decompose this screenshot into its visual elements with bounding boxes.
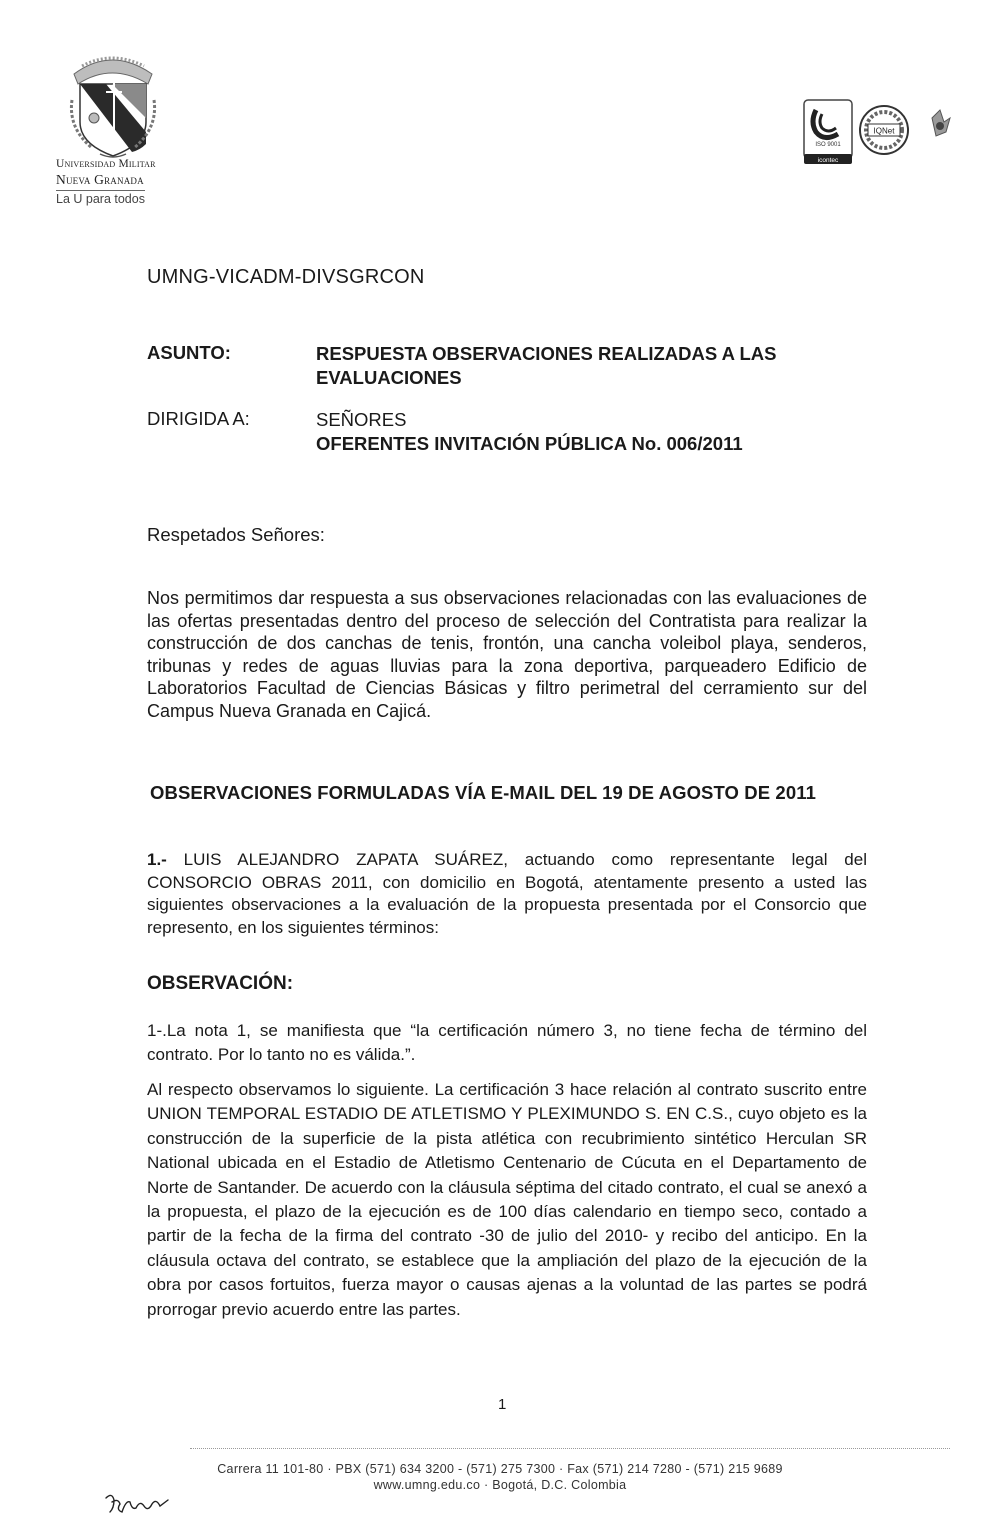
university-shield-logo (52, 44, 172, 164)
certification-logos (800, 96, 960, 178)
handwritten-initials-signature (102, 1488, 172, 1518)
iqnet-label: IQNet (873, 126, 895, 136)
icontec-label: icontec (817, 157, 839, 164)
response-paragraph: Al respecto observamos lo siguiente. La certificación 3 hace relación al contrato suscrito entre UNION TEMPORAL ESTADIO DE ATLETISMO Y PLEXIMUNDO S. EN C.S., cuyo objeto es la construcción de la superficie de la pista atlética con recubrimiento sintético Herculan SR National ubicada en el Estadio de Atletismo Centenario de Cúcuta en el Departamento de Norte de Santander. De acuerdo con la cláusula séptima del citado contrato, el cual se anexó a la propuesta, el plazo de la ejecución es de 100 días calendario en tiempo seco, contado a partir de la fecha de la firma del contrato -30 de julio del 2010- y recibo del anticipo. En la cláusula octava del contrato, se establece que la ampliación del plazo de la ejecución de la obra por casos fortuitos, fuerza mayor o causas ajenas a la voluntad de las partes se podrá prorrogar previo acuerdo entre las partes. (147, 1080, 867, 1319)
footer-divider (190, 1448, 950, 1449)
page-number: 1 (498, 1396, 507, 1413)
university-tagline: La U para todos (56, 192, 145, 206)
item-text: LUIS ALEJANDRO ZAPATA SUÁREZ, actuando como representante legal del CONSORCIO OBRAS 2011, con domicilio en Bogotá, atentamente presento a usted las siguientes observaciones a la evaluación de la propuesta presentada por el Consorcio que represento, en los siguientes términos: (147, 850, 867, 937)
intro-paragraph: Nos permitimos dar respuesta a sus observaciones relacionadas con las evaluaciones de las ofertas presentadas dentro del proceso de selección del Contratista para realizar la construcción de dos canchas de tenis, frontón, una cancha voleibol playa, senderos, tribunas y redes de aguas lluvias para la zona deportiva, parqueadero Edificio de Laboratorios Facultad de Ciencias Básicas y filtro perimetral del cerramiento sur del Campus Nueva Granada en Cajicá. (147, 588, 867, 721)
item-number: 1.- (147, 850, 167, 869)
subject-value-line2: EVALUACIONES (316, 367, 462, 388)
document-code: UMNG-VICADM-DIVSGRCON (147, 266, 425, 288)
observation-title: OBSERVACIÓN: (147, 973, 294, 994)
addressed-to-value-line1: SEÑORES (316, 409, 407, 430)
university-name-line2: Nueva Granada (56, 172, 144, 187)
iso-label: ISO 9001 (815, 142, 841, 148)
item-paragraph (147, 849, 867, 939)
subject-label: ASUNTO: (147, 342, 231, 363)
section-heading: OBSERVACIONES FORMULADAS VÍA E-MAIL DEL 19 DE AGOSTO DE 2011 (150, 782, 816, 803)
addressed-to-value-line2: OFERENTES INVITACIÓN PÚBLICA No. 006/2011 (316, 433, 743, 454)
greeting: Respetados Señores: (147, 524, 325, 545)
footer-address: Carrera 11 101-80 · PBX (571) 634 3200 - (571) 275 7300 · Fax (571) 214 7280 - (571) 215 9689 (217, 1462, 783, 1476)
university-name: Universidad Militar (56, 158, 156, 170)
footer-website: www.umng.edu.co · Bogotá, D.C. Colombia (373, 1478, 627, 1492)
observation-paragraph: 1-.La nota 1, se manifiesta que “la certificación número 3, no tiene fecha de término del contrato. Por lo tanto no es válida.”. (147, 1021, 867, 1064)
addressed-to-label: DIRIGIDA A: (147, 408, 250, 429)
subject-value-line1: RESPUESTA OBSERVACIONES REALIZADAS A LAS (316, 343, 777, 364)
